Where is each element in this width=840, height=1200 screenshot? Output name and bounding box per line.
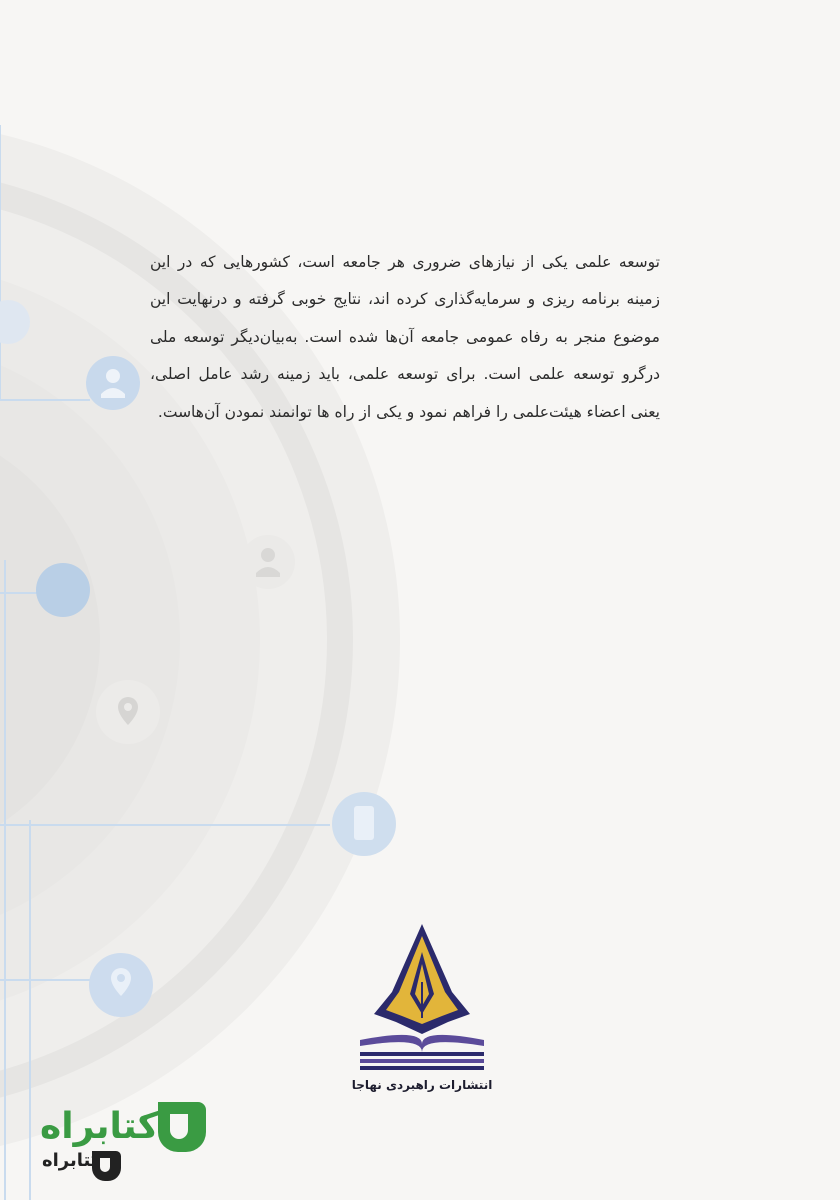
publisher-name: انتشارات راهبردی نهاجا <box>351 1078 493 1092</box>
network-node <box>36 563 90 617</box>
back-cover-paragraph: توسعه علمی یکی از نیازهای ضروری هر جامعه است، کشورهایی که در این زمینه برنامه ریزی و سرمایه‌گذاری کرده اند، نتایج خوبی گرفته و درنهایت این موضوع منجر به رفاه عمومی جامعه آن‌ها شده است. به‌بیان‌دیگر توسعه ملی درگرو توسعه علمی است. برای توسعه علمی، باید زمینه رشد عامل اصلی، یعنی اعضاء هیئت‌علمی را فراهم نمود و یکی از راه ها توانمند نمودن آن‌هاست. <box>150 252 660 421</box>
publisher-logo <box>352 922 492 1072</box>
location-node-icon <box>96 680 160 744</box>
watermark-logo <box>40 1092 220 1192</box>
user-node-icon <box>241 535 295 589</box>
location-node-icon <box>89 953 153 1017</box>
brand-name-secondary: کتابراه <box>42 1150 102 1171</box>
user-node-icon <box>86 356 140 410</box>
phone-node-icon <box>332 792 396 856</box>
brand-name-primary: کتابراه <box>40 1106 159 1147</box>
